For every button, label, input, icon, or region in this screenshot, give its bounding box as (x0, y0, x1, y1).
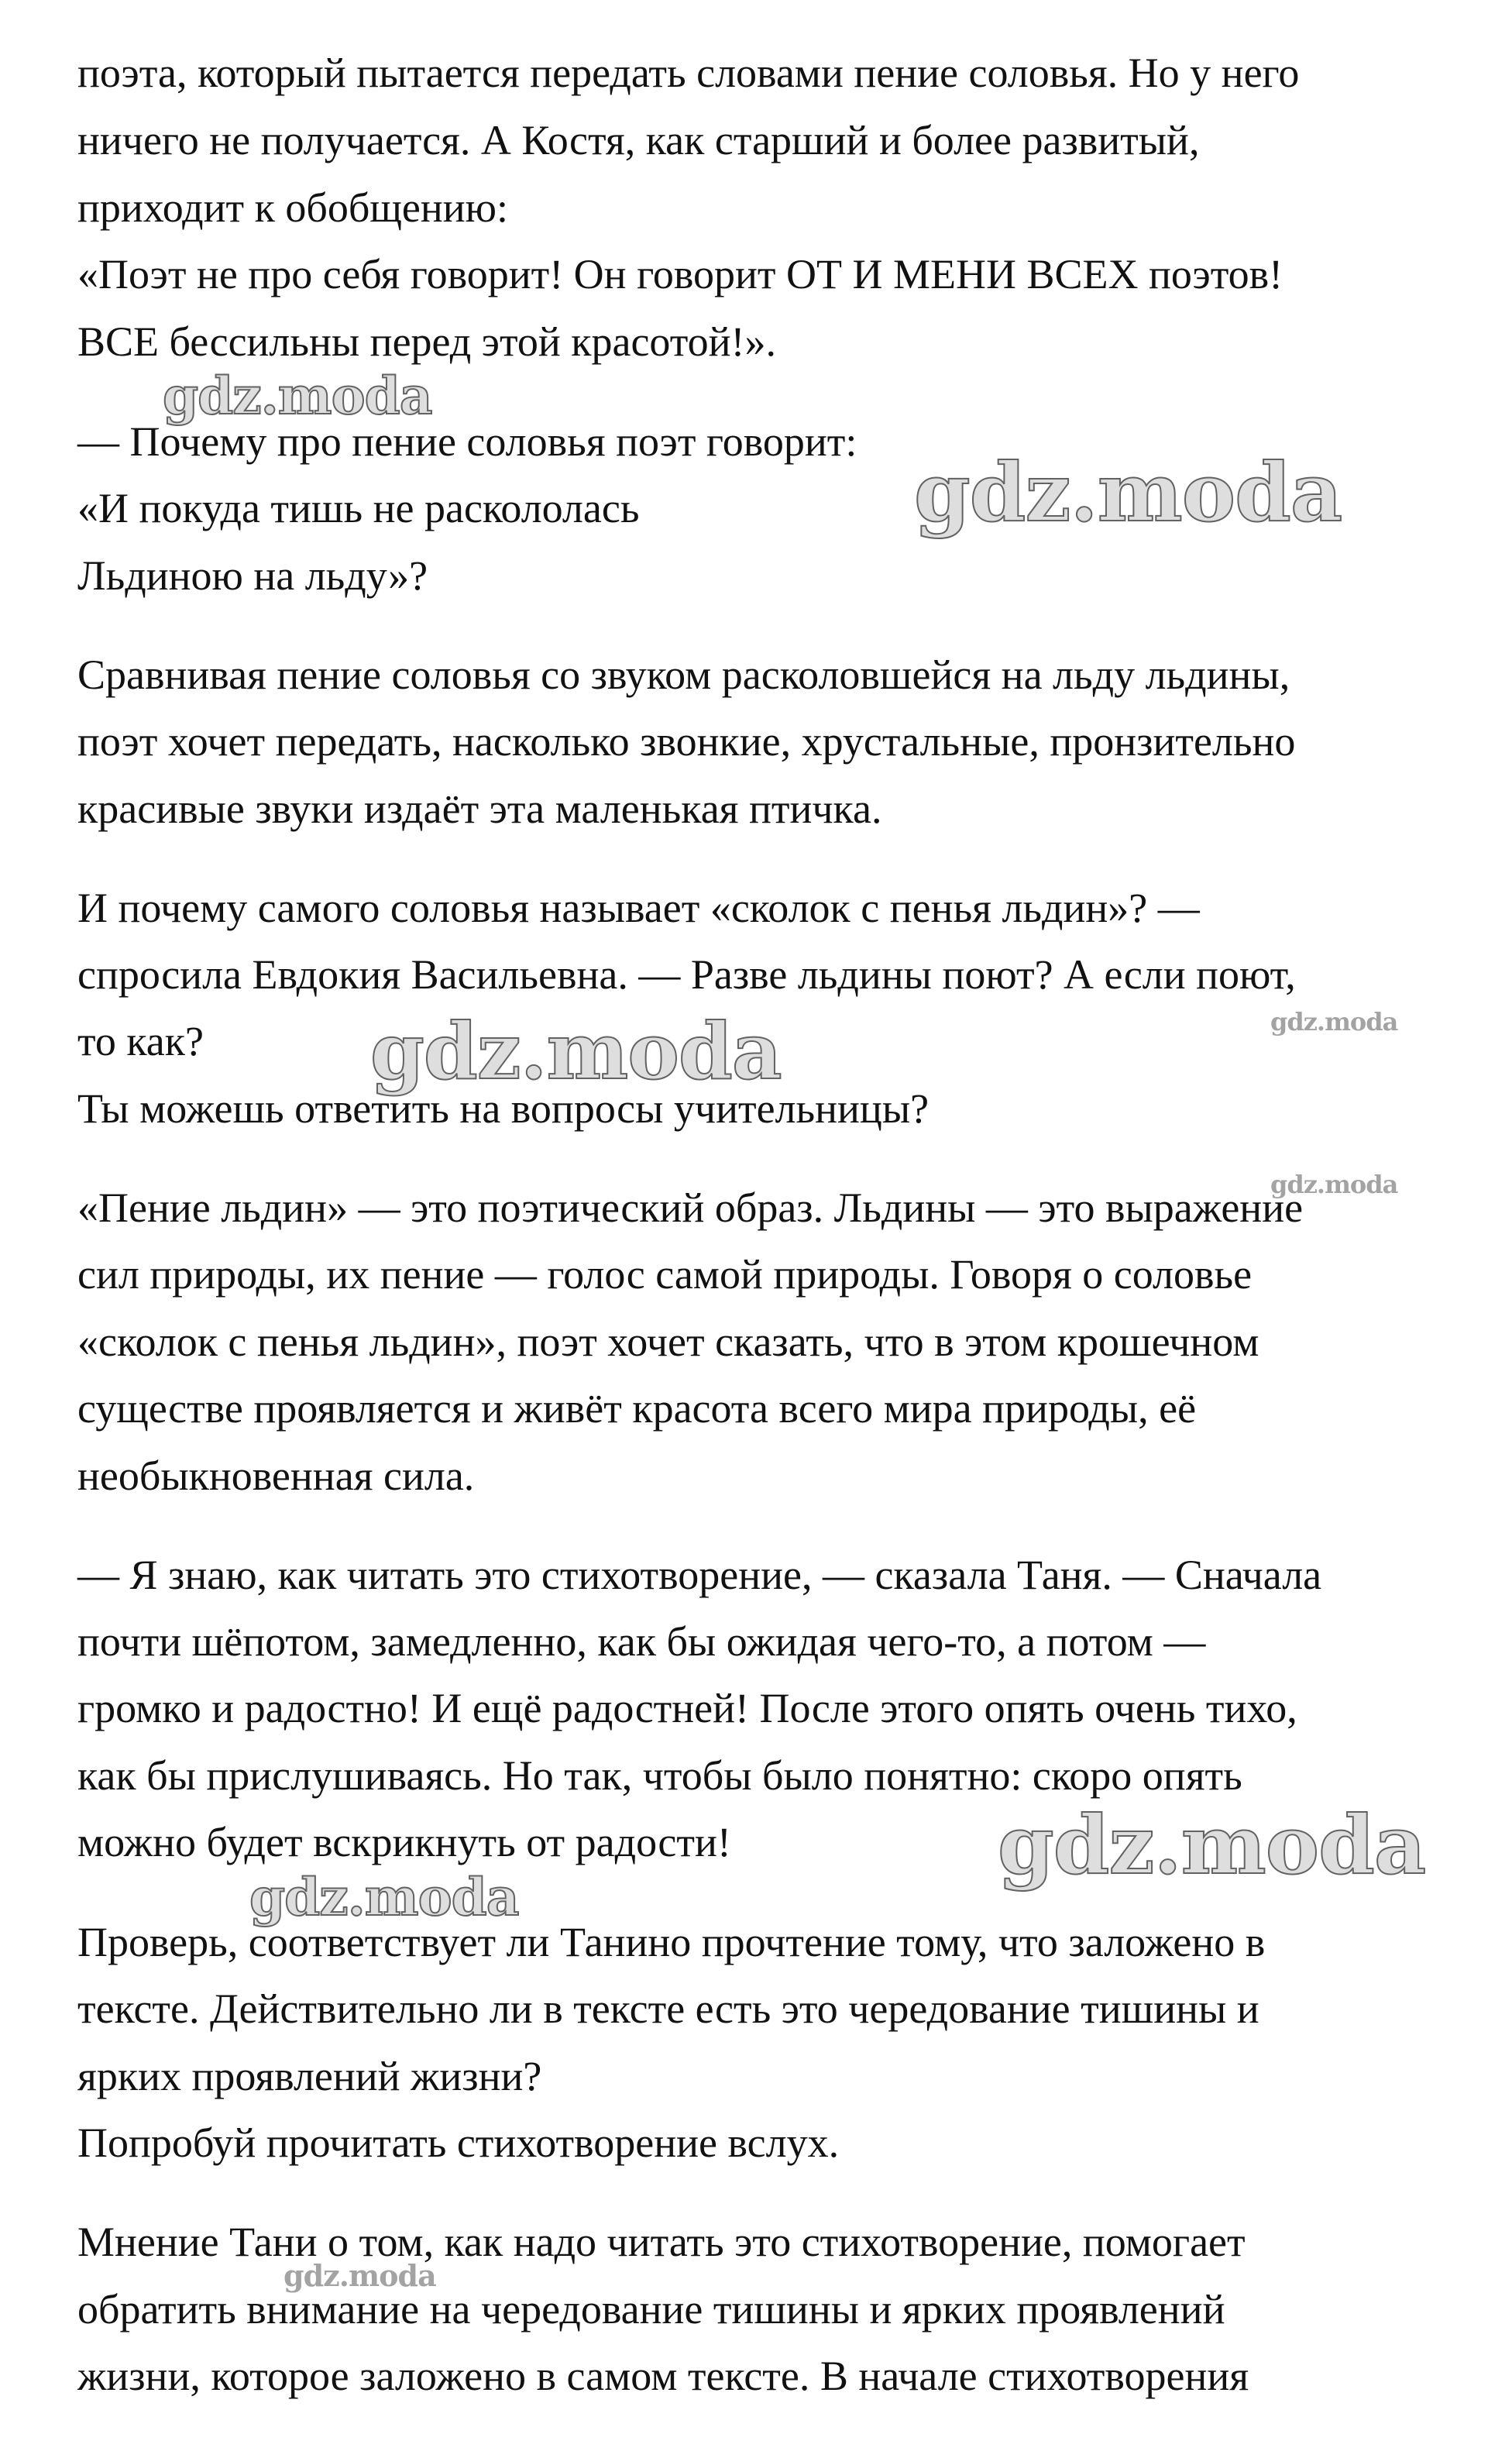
text-line-22: почти шёпотом, замедленно, как бы ожидая чего-то, а потом — (77, 1618, 1206, 1665)
text-line-18: «сколок с пенья льдин», поэт хочет сказать, что в этом крошечном (77, 1318, 1259, 1365)
text-line-27: тексте. Действительно ли в тексте есть это чередование тишины и (77, 1985, 1259, 2032)
watermark-5: gdz.moda (1270, 1170, 1398, 1199)
text-line-28: ярких проявлений жизни? (77, 2053, 542, 2099)
text-line-8: Льдиною на льду»? (77, 552, 428, 599)
text-line-12: И почему самого соловья называет «сколок с пенья льдин»? — (77, 885, 1200, 931)
text-line-16: «Пение льдин» — это поэтический образ. Льдины — это выражение (77, 1184, 1304, 1231)
text-line-11: красивые звуки издаёт эта маленькая птичка. (77, 786, 882, 832)
text-line-20: необыкновенная сила. (77, 1452, 475, 1499)
text-line-21: — Я знаю, как читать это стихотворение, — сказала Таня. — Сначала (77, 1552, 1322, 1598)
watermark-8: gdz.moda (284, 2258, 436, 2293)
watermark-6: gdz.moda (998, 1797, 1426, 1892)
text-line-7: «И покуда тишь не раскололась (77, 485, 640, 531)
text-line-24: как бы прислушиваясь. Но так, чтобы было понятно: скоро опять (77, 1752, 1242, 1799)
text-line-30: Мнение Тани о том, как надо читать это стихотворение, помогает (77, 2219, 1246, 2265)
text-line-9: Сравнивая пение соловья со звуком расколовшейся на льду льдины, (77, 651, 1290, 698)
watermark-7: gdz.moda (249, 1867, 519, 1927)
watermark-4: gdz.moda (1270, 1007, 1398, 1036)
text-line-2: ничего не получается. А Костя, как старший и более развитый, (77, 117, 1200, 163)
text-line-32: жизни, которое заложено в самом тексте. В начале стихотворения (77, 2353, 1249, 2399)
text-line-14: то как? (77, 1018, 204, 1064)
text-line-6: — Почему про пение соловья поэт говорит: (77, 418, 857, 465)
watermark-3: gdz.moda (370, 1006, 782, 1097)
text-line-15: Ты можешь ответить на вопросы учительницы? (77, 1085, 930, 1132)
text-line-4: «Поэт не про себя говорит! Он говорит ОТ И МЕНИ ВСЕХ поэтов! (77, 251, 1283, 297)
text-line-13: спросила Евдокия Васильевна. — Разве льдины поют? А если поют, (77, 951, 1296, 998)
text-line-29: Попробуй прочитать стихотворение вслух. (77, 2119, 840, 2166)
text-line-17: сил природы, их пение — голос самой природы. Говоря о соловье (77, 1251, 1253, 1298)
watermark-2: gdz.moda (914, 445, 1342, 540)
watermark-1: gdz.moda (163, 366, 432, 426)
text-line-26: Проверь, соответствует ли Танино прочтение тому, что заложено в (77, 1919, 1266, 1965)
text-line-19: существе проявляется и живёт красота всего мира природы, её (77, 1385, 1197, 1432)
text-line-5: ВСЕ бессильны перед этой красотой!». (77, 318, 776, 365)
text-line-1: поэта, который пытается передать словами пение соловья. Но у него (77, 50, 1300, 96)
text-line-25: можно будет вскрикнуть от радости! (77, 1819, 731, 1865)
text-line-31: обратить внимание на чередование тишины и ярких проявлений (77, 2286, 1225, 2333)
text-line-10: поэт хочет передать, насколько звонкие, хрустальные, пронзительно (77, 718, 1296, 765)
text-line-3: приходит к обобщению: (77, 184, 509, 231)
text-line-23: громко и радостно! И ещё радостней! После этого опять очень тихо, (77, 1685, 1297, 1731)
